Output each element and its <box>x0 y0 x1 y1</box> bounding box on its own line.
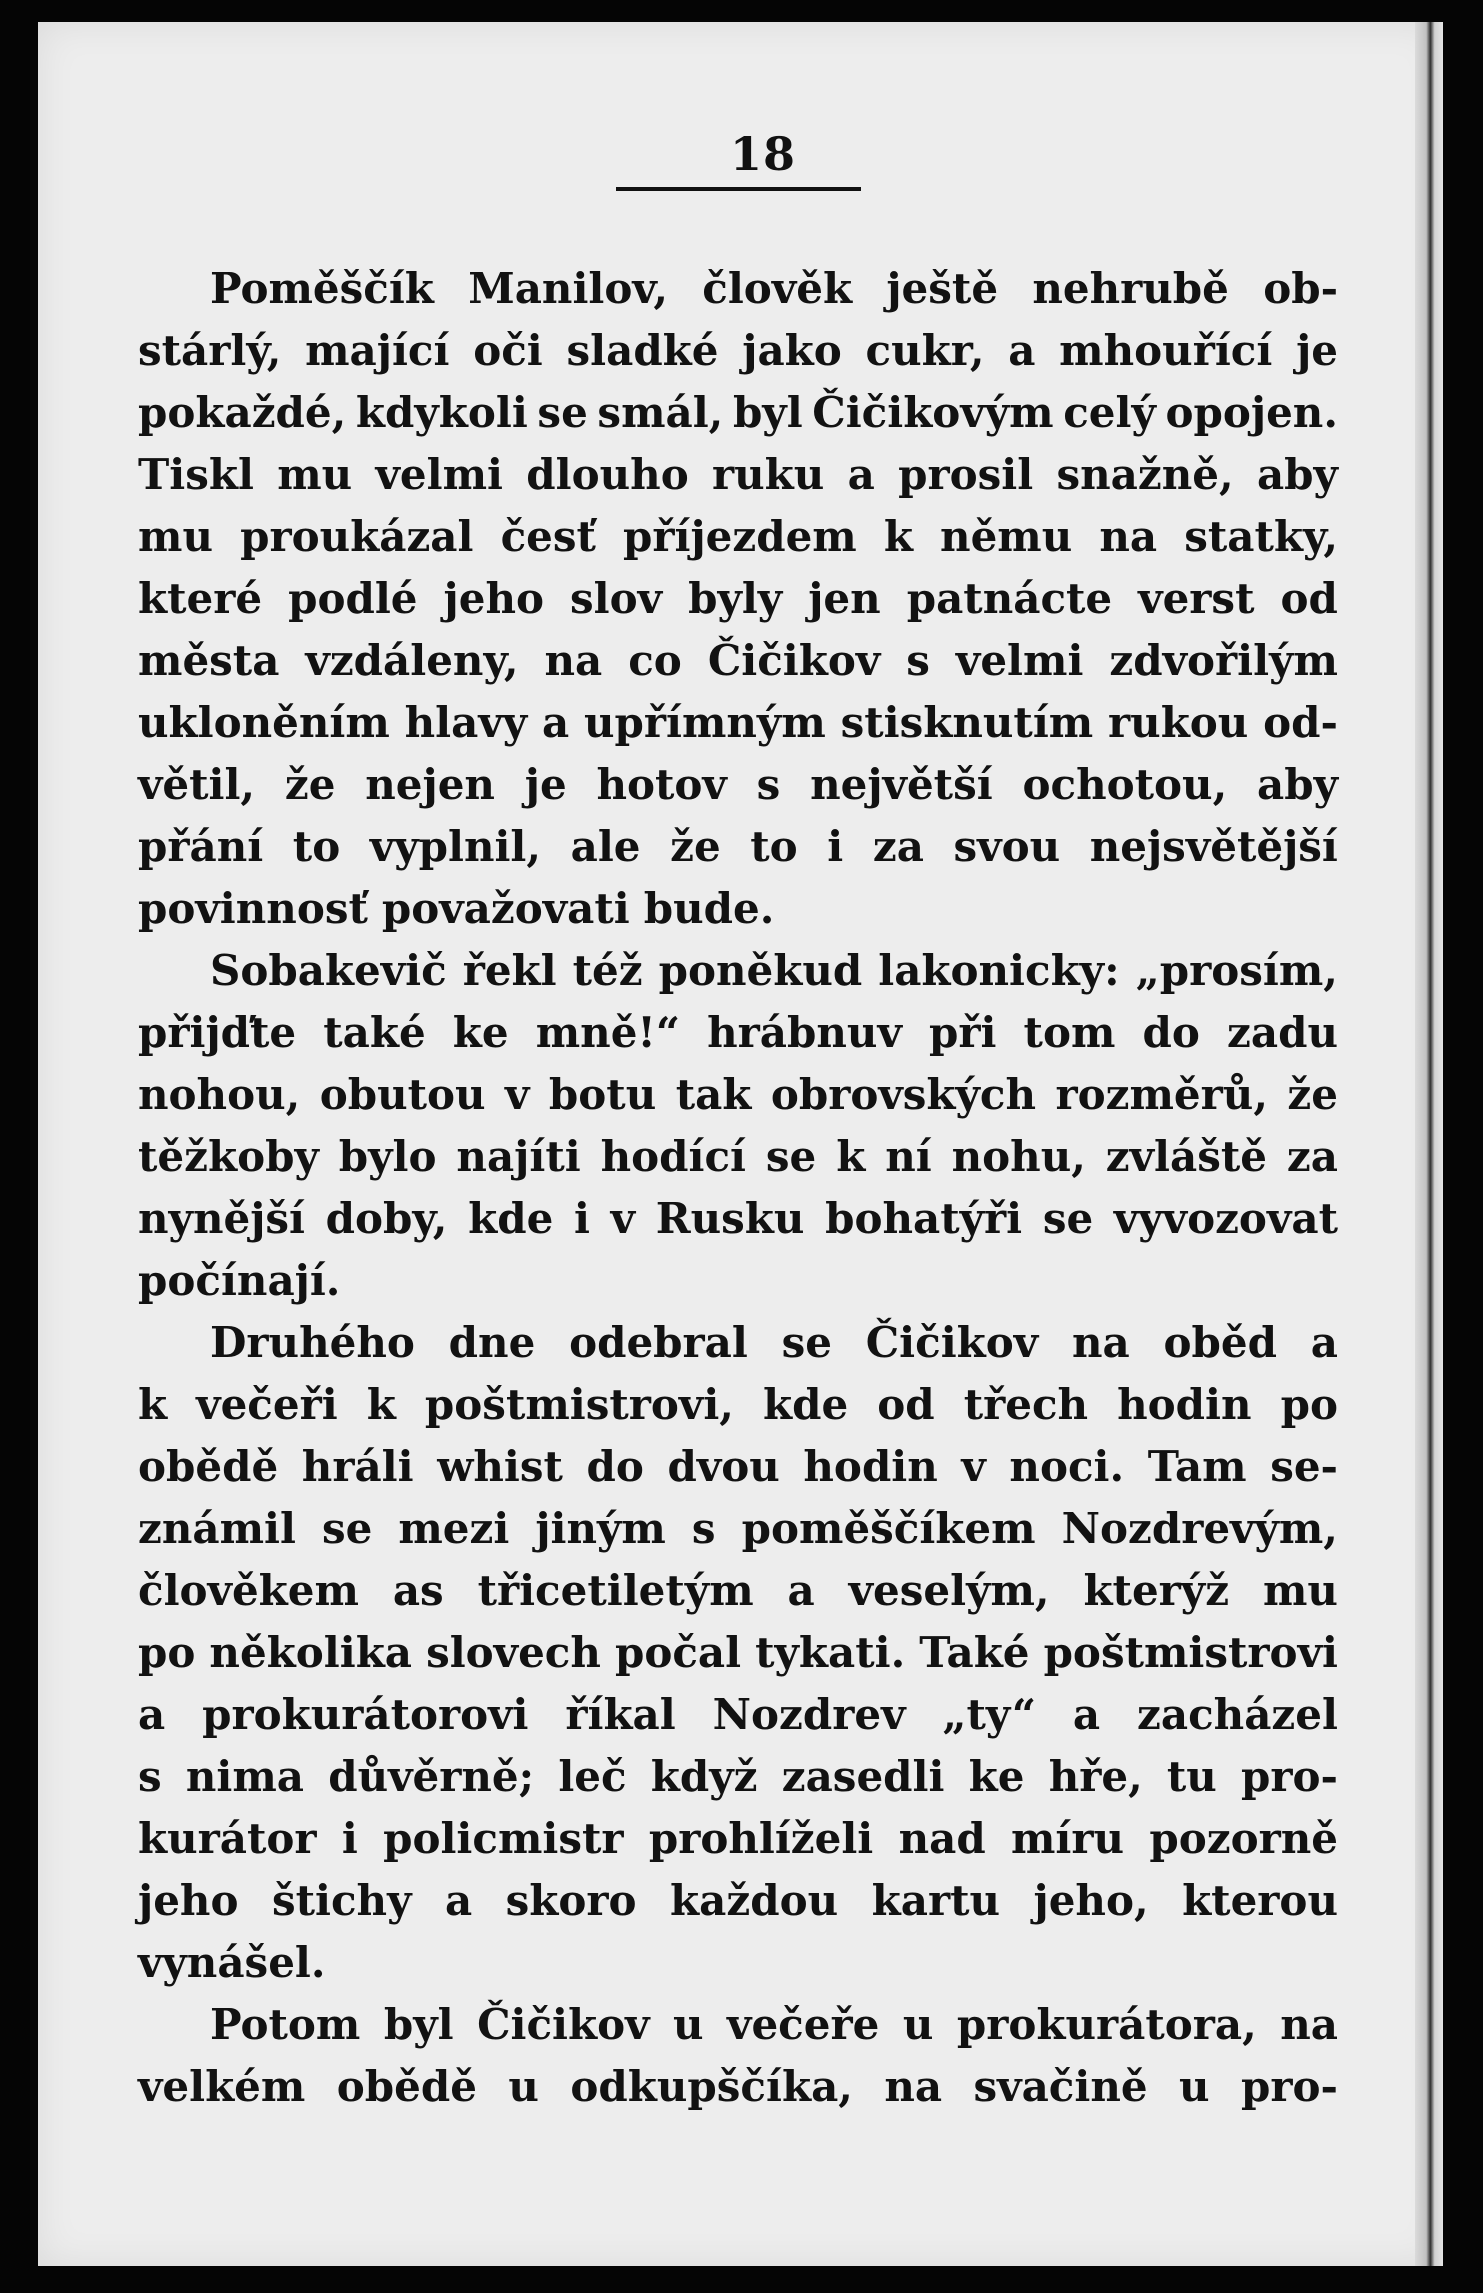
text-line: větil, že nejen je hotov s největší ochotou, aby <box>138 760 1338 809</box>
text-line: jeho štichy a skoro každou kartu jeho, kterou <box>138 1876 1338 1925</box>
text-line: velkém obědě u odkupščíka, na svačině u pro- <box>138 2062 1338 2111</box>
text-line: Poměščík Manilov, člověk ještě nehrubě ob- <box>210 264 1338 313</box>
text-line: stárlý, mající oči sladké jako cukr, a mhouřící je <box>138 326 1338 375</box>
text-line: ukloněním hlavy a upřímným stisknutím rukou od- <box>138 698 1338 747</box>
body-text <box>138 258 1338 2118</box>
text-line: které podlé jeho slov byly jen patnácte verst od <box>138 574 1338 623</box>
text-line: Sobakevič řekl též poněkud lakonicky: „prosím, <box>210 946 1338 995</box>
text-line: města vzdáleny, na co Čičikov s velmi zdvořilým <box>138 636 1338 685</box>
book-page <box>38 22 1443 2266</box>
text-line: vynášel. <box>138 1938 326 1987</box>
text-line: přijďte také ke mně!“ hrábnuv při tom do zadu <box>138 1008 1338 1057</box>
text-line: k večeři k poštmistrovi, kde od třech hodin po <box>138 1380 1338 1429</box>
text-line: kurátor i policmistr prohlíželi nad míru pozorně <box>138 1814 1338 1863</box>
text-line: přání to vyplnil, ale že to i za svou nejsvětější <box>138 822 1338 871</box>
text-line: pokaždé, kdykoli se smál, byl Čičikovým celý opojen. <box>138 388 1338 437</box>
text-line: s nima důvěrně; leč když zasedli ke hře, tu pro- <box>138 1752 1338 1801</box>
text-line: mu proukázal česť příjezdem k němu na statky, <box>138 512 1338 561</box>
binding-edge <box>1415 22 1443 2266</box>
page-number: 18 <box>729 127 796 181</box>
text-line: nynější doby, kde i v Rusku bohatýři se vyvozovat <box>138 1194 1338 1243</box>
header-rule <box>616 187 861 191</box>
text-line: počínají. <box>138 1256 341 1305</box>
text-line: Tiskl mu velmi dlouho ruku a prosil snažně, aby <box>138 450 1338 499</box>
text-line: obědě hráli whist do dvou hodin v noci. Tam se- <box>138 1442 1338 1491</box>
text-line: Potom byl Čičikov u večeře u prokurátora, na <box>210 2000 1338 2049</box>
text-line: Druhého dne odebral se Čičikov na oběd a <box>210 1318 1338 1367</box>
text-line: člověkem as třicetiletým a veselým, kterýž mu <box>138 1566 1338 1615</box>
text-line: a prokurátorovi říkal Nozdrev „ty“ a zacházel <box>138 1690 1338 1739</box>
text-line: známil se mezi jiným s poměščíkem Nozdrevým, <box>138 1504 1338 1553</box>
text-line: nohou, obutou v botu tak obrovských rozměrů, že <box>138 1070 1338 1119</box>
text-line: těžkoby bylo najíti hodící se k ní nohu, zvláště za <box>138 1132 1338 1181</box>
text-line: po několika slovech počal tykati. Také poštmistrovi <box>138 1628 1338 1677</box>
text-line: povinnosť považovati bude. <box>138 884 775 933</box>
